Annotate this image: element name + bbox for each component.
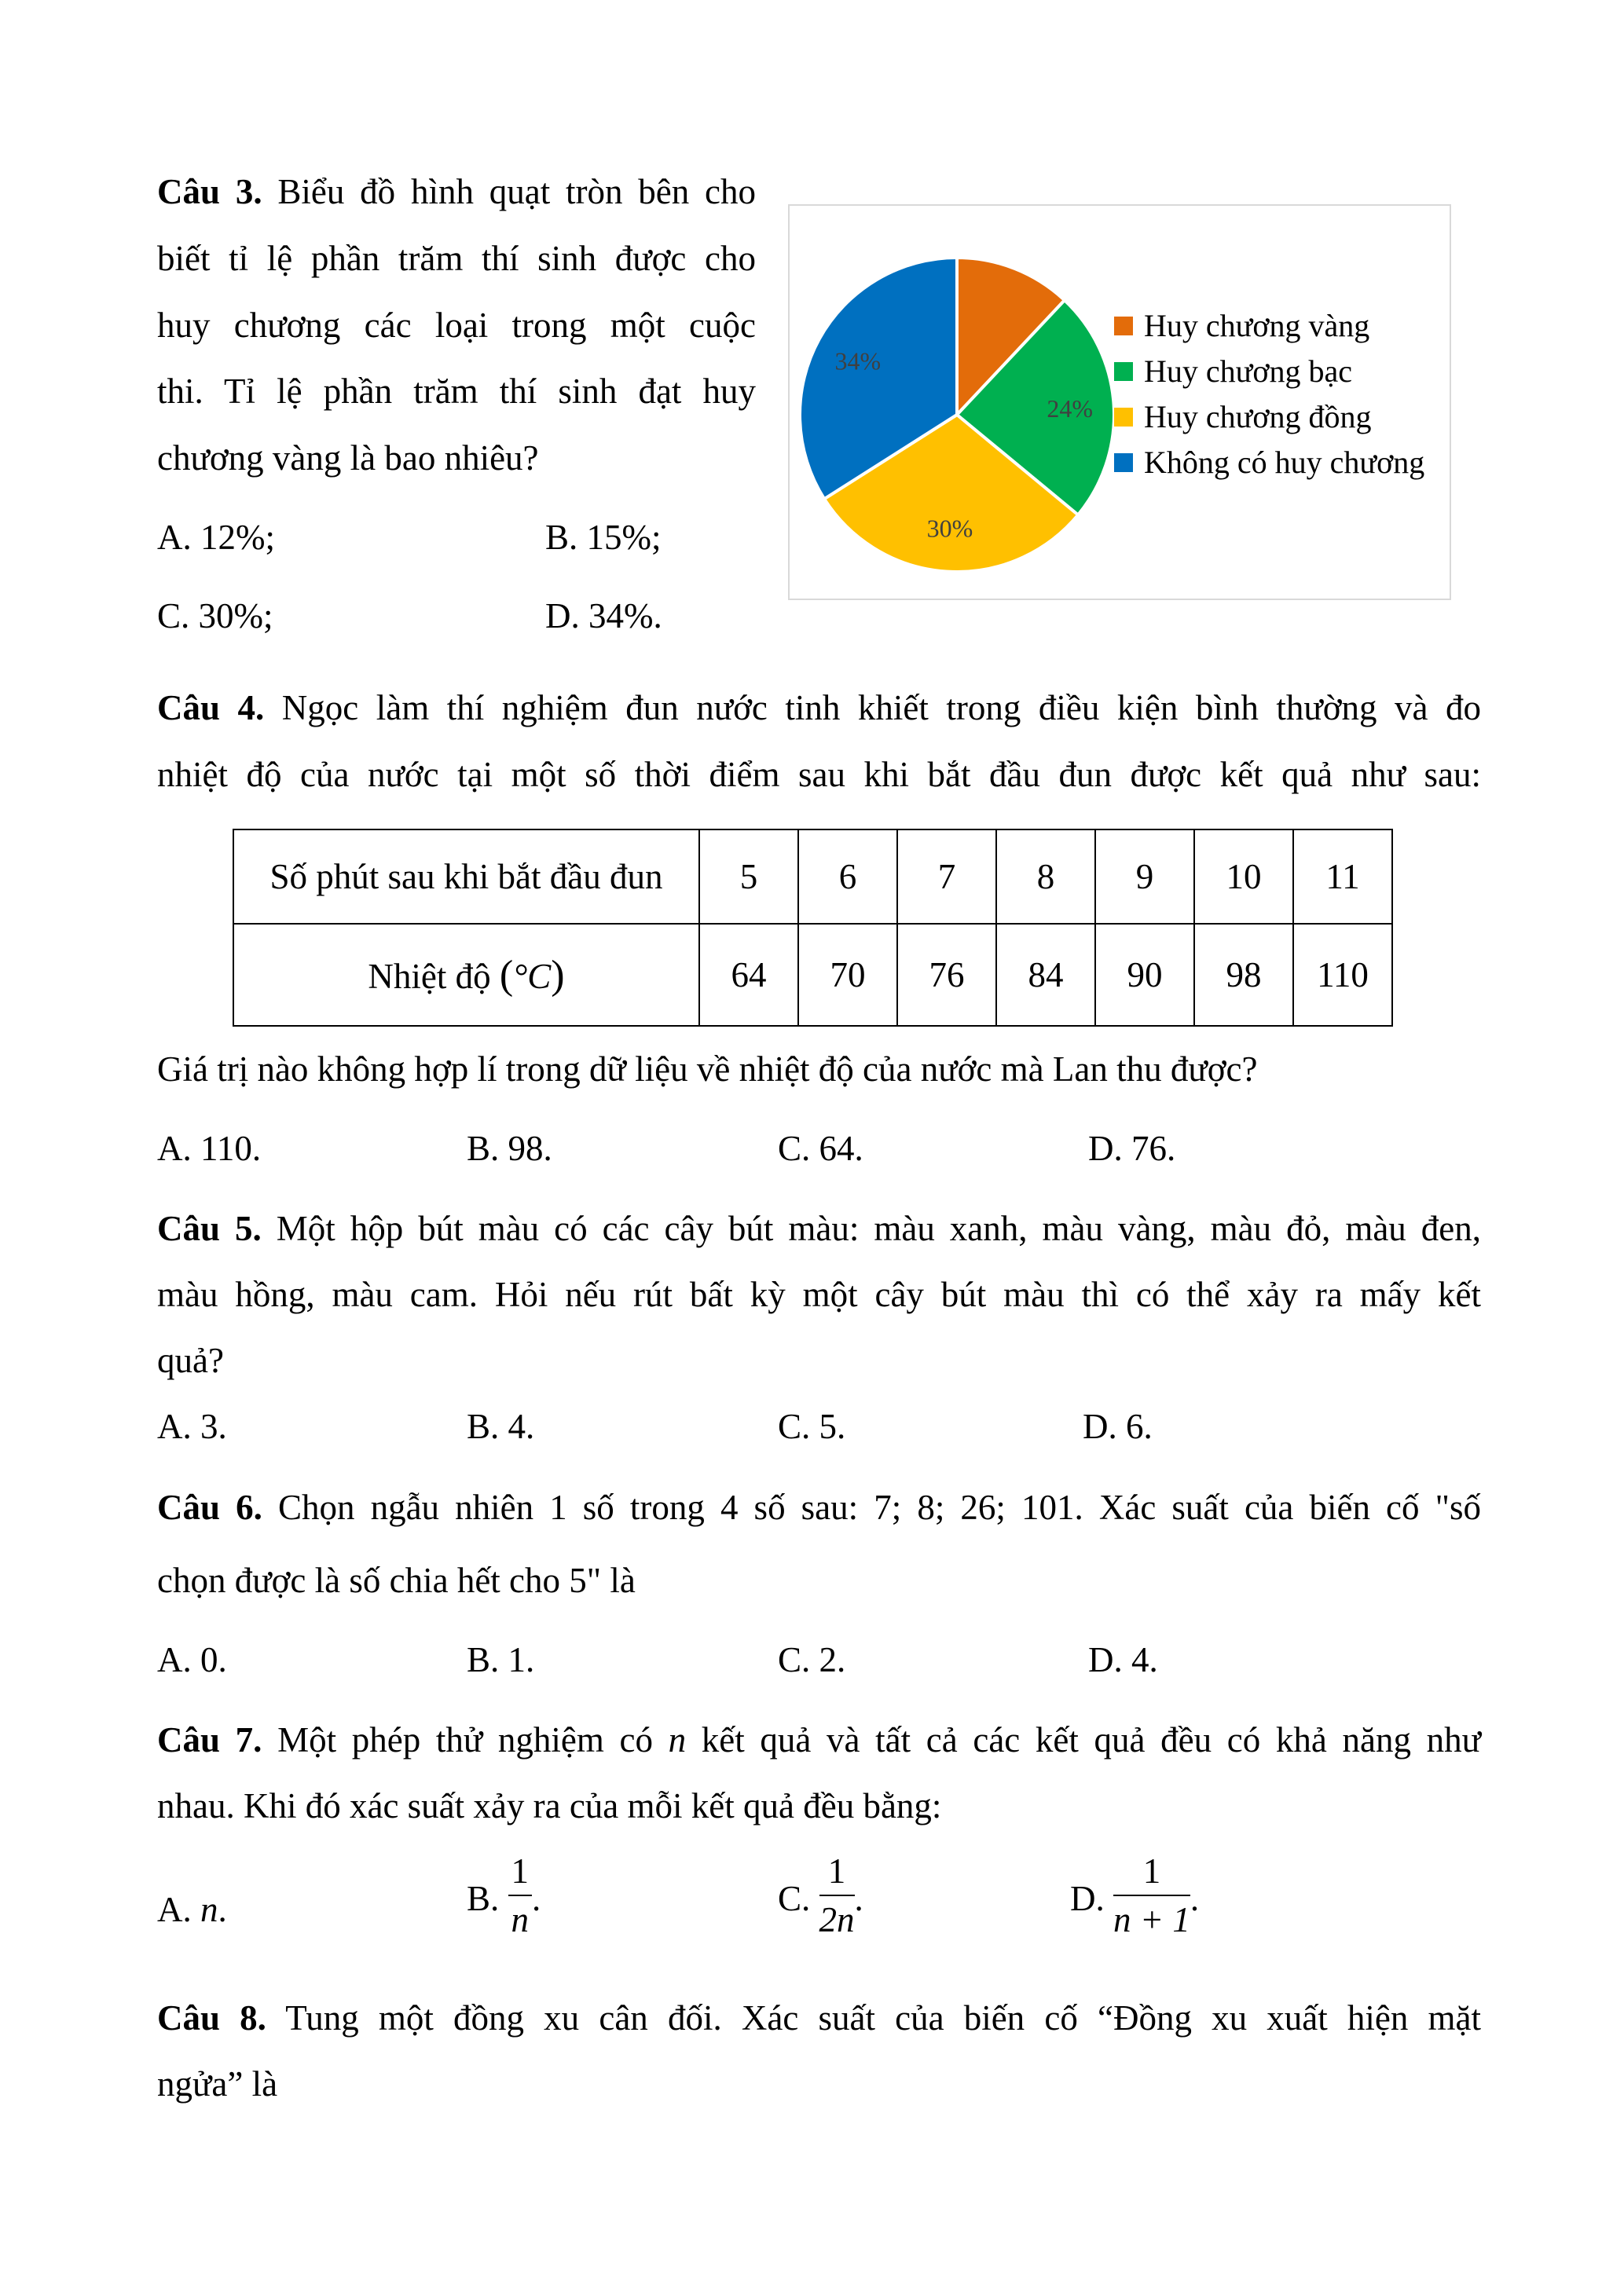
table-row — [233, 829, 1392, 924]
q5-line-2: màu hồng, màu cam. Hỏi nếu rút bất kỳ một cây bút màu thì có thể xảy ra mấy kết — [157, 1275, 1481, 1314]
q7-option-c-prefix: C. — [778, 1879, 811, 1918]
q8-line-2: ngửa” là — [157, 2064, 278, 2104]
q5-text-1: Một hộp bút màu có các cây bút màu: màu xanh, màu vàng, màu đỏ, màu đen, — [276, 1209, 1482, 1248]
q6-option-d: D. 4. — [1088, 1640, 1158, 1679]
legend-item-gold — [1114, 307, 1370, 343]
q7-option-b-prefix: B. — [467, 1879, 500, 1918]
q4-label: Câu 4. — [157, 688, 265, 727]
q7-option-b-dot: . — [532, 1879, 541, 1918]
q7-option-d-dot: . — [1190, 1879, 1200, 1918]
q7-option-a-value: n — [200, 1890, 218, 1929]
q6-line-2: chọn được là số chia hết cho 5" là — [157, 1561, 636, 1600]
pie-data-label: 30% — [926, 514, 973, 543]
q3-label: Câu 3. — [157, 172, 262, 211]
legend-item-bronze — [1114, 398, 1372, 434]
q3-line-5: chương vàng là bao nhiêu? — [157, 438, 539, 478]
q4-question: Giá trị nào không hợp lí trong dữ liệu về nhiệt độ của nước mà Lan thu được? — [157, 1049, 1258, 1089]
table-cell: 8 — [996, 829, 1095, 924]
q4-line-1 — [157, 687, 1481, 728]
q5-option-d: D. 6. — [1083, 1407, 1153, 1446]
table-row — [233, 924, 1392, 1026]
q3-line-2: biết tỉ lệ phần trăm thí sinh được cho — [157, 239, 756, 278]
q5-option-c: C. 5. — [778, 1407, 846, 1446]
q7-option-a-prefix: A. — [157, 1890, 192, 1929]
q7-label: Câu 7. — [157, 1720, 262, 1760]
q7-option-c-dot: . — [854, 1879, 863, 1918]
q6-option-a: A. 0. — [157, 1640, 227, 1679]
table-header-minutes: Số phút sau khi bắt đầu đun — [233, 829, 699, 924]
table-cell: 5 — [699, 829, 798, 924]
q4-line-2: nhiệt độ của nước tại một số thời điểm sau khi bắt đầu đun được kết quả như sau: — [157, 755, 1481, 794]
q3-text-1: Biểu đồ hình quạt tròn bên cho — [277, 172, 757, 211]
q7-text-1a: Một phép thử nghiệm có — [277, 1720, 653, 1760]
pie-chart — [0, 0, 1624, 628]
fraction-denominator: 2n — [819, 1900, 855, 1939]
q6-line-1 — [157, 1487, 1481, 1528]
temperature-unit: °C — [513, 956, 552, 996]
fraction-numerator: 1 — [1113, 1851, 1190, 1896]
table-cell: 10 — [1194, 829, 1293, 924]
q6-text-1: Chọn ngẫu nhiên 1 số trong 4 số sau: 7; 8; 26; 101. Xác suất của biến cố "số — [277, 1488, 1482, 1527]
q5-label: Câu 5. — [157, 1209, 262, 1248]
q5-option-b: B. 4. — [467, 1407, 535, 1446]
q6-option-c: C. 2. — [778, 1640, 846, 1679]
legend-swatch-bronze — [1114, 408, 1133, 427]
q7-option-d-fraction — [1113, 1851, 1190, 1940]
q7-option-c-fraction — [819, 1851, 855, 1940]
data-table — [233, 829, 1393, 1027]
q3-line-3: huy chương các loại trong một cuộc — [157, 306, 756, 345]
q8-label: Câu 8. — [157, 1998, 266, 2038]
q8-line-1 — [157, 1998, 1481, 2038]
table-cell: 64 — [699, 924, 798, 1026]
q3-option-b: B. 15%; — [545, 518, 662, 557]
table-cell: 84 — [996, 924, 1095, 1026]
table-cell: 90 — [1095, 924, 1194, 1026]
q5-line-1 — [157, 1208, 1481, 1249]
q4-option-c: C. 64. — [778, 1129, 863, 1168]
legend-label-bronze: Huy chương đồng — [1144, 399, 1372, 434]
q8-text-1: Tung một đồng xu cân đối. Xác suất của biến cố “Đồng xu xuất hiện mặt — [285, 1998, 1482, 2038]
pie-data-label: 24% — [1047, 394, 1094, 423]
table-cell: 76 — [897, 924, 996, 1026]
q4-option-b: B. 98. — [467, 1129, 552, 1168]
table-cell: 9 — [1095, 829, 1194, 924]
q5-option-a: A. 3. — [157, 1407, 227, 1446]
q7-line-1 — [157, 1719, 1481, 1760]
q7-text-1b: kết quả và tất cả các kết quả đều có khả năng như — [701, 1720, 1482, 1760]
legend-swatch-gold — [1114, 317, 1133, 335]
fraction-denominator: n — [511, 1900, 530, 1939]
legend-swatch-silver — [1114, 362, 1133, 381]
q7-line-2: nhau. Khi đó xác suất xảy ra của mỗi kết quả đều bằng: — [157, 1786, 942, 1825]
fraction-numerator: 1 — [819, 1851, 855, 1896]
legend-item-none — [1114, 444, 1425, 480]
legend-label-gold: Huy chương vàng — [1144, 308, 1370, 343]
q4-option-a: A. 110. — [157, 1129, 262, 1168]
q4-text-1: Ngọc làm thí nghiệm đun nước tinh khiết trong điều kiện bình thường và đo — [281, 688, 1482, 727]
q3-option-a: A. 12%; — [157, 518, 275, 557]
q7-option-a — [157, 1889, 227, 1930]
q7-option-d-prefix: D. — [1070, 1879, 1105, 1918]
legend-label-none: Không có huy chương — [1144, 445, 1425, 480]
fraction-numerator: 1 — [508, 1851, 533, 1896]
q7-option-a-dot: . — [218, 1890, 227, 1929]
table-cell: 70 — [798, 924, 897, 1026]
table-cell: 110 — [1293, 924, 1392, 1026]
q7-option-b-fraction — [508, 1851, 533, 1940]
q3-option-d: D. 34%. — [545, 596, 662, 635]
q5-line-3: quả? — [157, 1341, 224, 1380]
temperature-label: Nhiệt độ — [368, 956, 491, 996]
legend-swatch-none — [1114, 453, 1133, 472]
table-cell: 6 — [798, 829, 897, 924]
q7-option-d — [1070, 1851, 1200, 1943]
q7-option-b — [467, 1851, 541, 1943]
q3-line-4: thi. Tỉ lệ phần trăm thí sinh đạt huy — [157, 372, 756, 411]
table-cell: 98 — [1194, 924, 1293, 1026]
q7-var-n: n — [668, 1720, 687, 1760]
q7-option-c — [778, 1851, 863, 1943]
table-cell: 11 — [1293, 829, 1392, 924]
legend-label-silver: Huy chương bạc — [1144, 353, 1352, 389]
fraction-denominator: n + 1 — [1113, 1900, 1190, 1939]
q6-option-b: B. 1. — [467, 1640, 535, 1679]
table-header-temperature: Nhiệt độ (°C) — [233, 924, 699, 1026]
q4-option-d: D. 76. — [1088, 1129, 1176, 1168]
pie-data-label: 34% — [834, 346, 882, 375]
legend-item-silver — [1114, 353, 1352, 389]
q6-label: Câu 6. — [157, 1488, 262, 1527]
table-cell: 7 — [897, 829, 996, 924]
q3-option-c: C. 30%; — [157, 596, 273, 635]
